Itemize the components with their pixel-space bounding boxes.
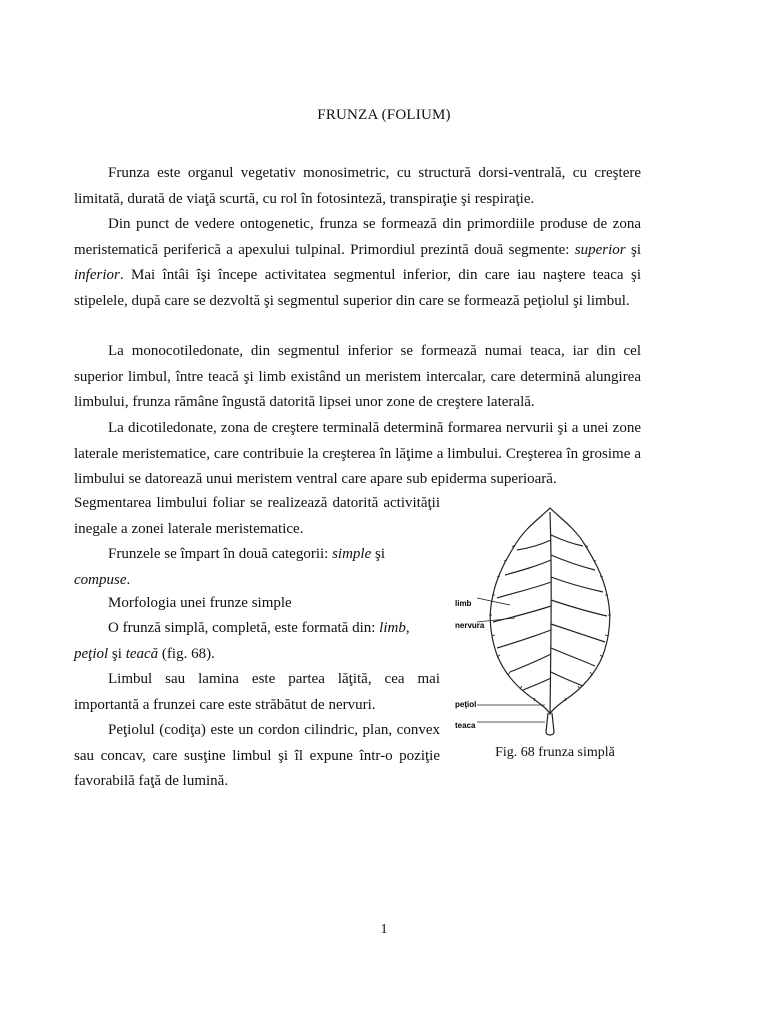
term-petiol: peţiol (74, 645, 109, 662)
term-superior: superior (574, 241, 626, 258)
leaf-figure (455, 500, 655, 770)
page-title: FRUNZA (FOLIUM) (317, 107, 451, 123)
paragraph-dicots (74, 416, 641, 493)
paragraph-limbul (74, 667, 440, 718)
leaf-midrib (550, 512, 551, 714)
paragraph-text: . Mai întâi îşi începe activitatea segmentul inferior, din care iau naştere teaca şi stipelele, după care se dezvoltă şi segmentul superior din care se formează peţiolul şi limbul. (74, 267, 641, 310)
term-limbul: Limbul (108, 671, 153, 687)
term-compuse: compuse (74, 571, 127, 588)
paragraph-text: (fig. 68). (158, 645, 215, 662)
label-limb: limb (455, 599, 472, 608)
paragraph-text: şi (108, 645, 126, 662)
leaf-petiole (546, 713, 554, 732)
page-number: 1 (380, 922, 388, 937)
term-simple: simple (332, 546, 372, 562)
label-teaca: teaca (455, 721, 476, 730)
subheading-morphology (74, 591, 440, 617)
paragraph-text: , (405, 620, 410, 636)
paragraph-text: Frunza este organul vegetativ monosimetric, cu structură dorsi-ventrală, cu creştere limitată, durată de viaţă scurtă, cu rol în fotosinteză, transpiraţie şi respiraţie. (74, 165, 641, 207)
label-petiol: peţiol (455, 700, 477, 709)
subheading-text: Morfologia unei frunze simple (108, 595, 292, 611)
paragraph-text: . (126, 571, 131, 588)
paragraph-monocots (74, 339, 641, 416)
figure-caption: Fig. 68 frunza simplă (495, 745, 615, 760)
paragraph-text: La monocotiledonate, din segmentul inferior se formează numai teaca, iar din cel superior limbul, între teacă şi limb existând un meristem intercalar, care determină alungirea limbului, frunza rămâne îngustă datorită lipsei unor zone de creştere laterală. (74, 343, 641, 411)
paragraph-definition (74, 161, 641, 212)
label-nervura: nervura (455, 621, 485, 630)
term-inferior: inferior (74, 267, 120, 284)
paragraph-text: La dicotiledonate, zona de creştere terminală determină formarea nervurii şi a unei zone laterale meristematice, care contribuie la creşterea în lăţime a limbului. Creşterea în grosime a limbului se datorează unui meristem ventral care apare sub epiderma superioară. (74, 420, 641, 488)
paragraph-text: O frunză simplă, completă, este formată din: (108, 620, 380, 636)
paragraph-ontogeny (74, 212, 641, 315)
paragraph-text: Frunzele se împart în două categorii: (108, 546, 333, 562)
term-teaca: teacă (125, 645, 159, 662)
paragraph-text: sau lamina este partea lăţită, cea mai importantă a frunzei care este străbătut de nervuri. (74, 671, 440, 713)
paragraph-segmentation (74, 491, 440, 542)
paragraph-categories (74, 542, 440, 593)
paragraph-simple-leaf (74, 616, 440, 667)
paragraph-text: Segmentarea limbului foliar se realizează datorită activităţii inegale a zonei laterale meristematice. (74, 495, 440, 537)
paragraph-text: Peţiolul (codiţa) este un cordon cilindric, plan, convex sau concav, care susţine limbul şi îl expune într-o poziţie favorabilă faţă de lumină. (74, 722, 440, 790)
paragraph-text: şi (625, 241, 641, 258)
paragraph-text: Din punct de vedere ontogenetic, frunza se formează din primordiile produse de zona meristematică periferică a apexului tulpinal. Primordiul prezintă două segmente: (74, 216, 641, 258)
term-limb: limb (379, 620, 406, 636)
paragraph-text: şi (371, 546, 386, 562)
paragraph-petiolul (74, 718, 440, 795)
